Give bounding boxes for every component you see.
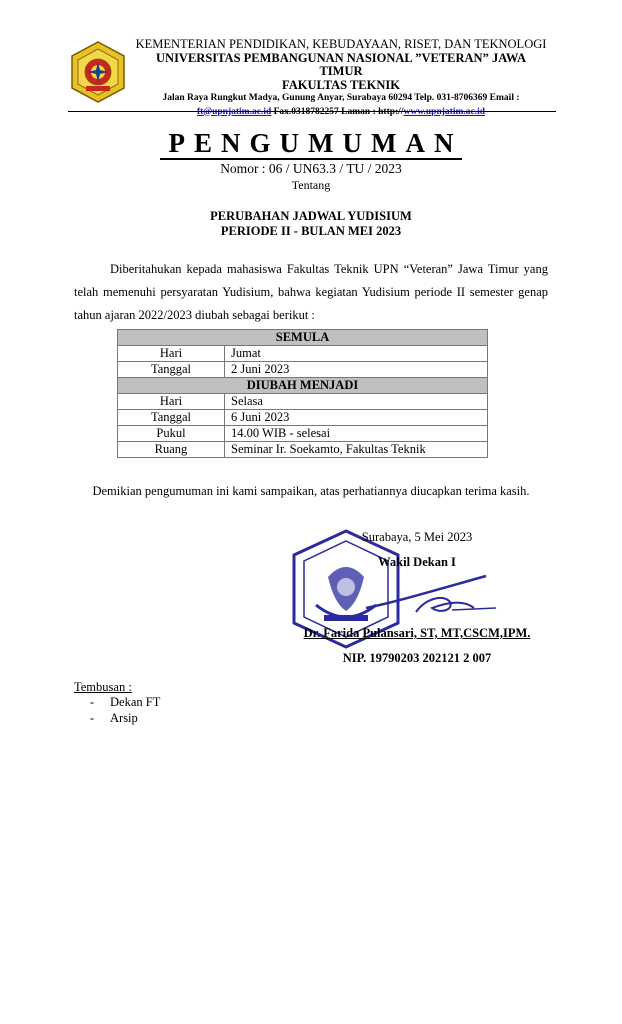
table-row [118,426,488,442]
row-value: 6 Juni 2023 [225,410,488,426]
original-header: SEMULA [118,330,488,346]
handwritten-signature [356,572,510,620]
website-link[interactable]: www.upnjatim.ac.id [403,106,486,117]
letterhead-divider [68,111,556,112]
row-label: Hari [118,394,225,410]
row-label: Tanggal [118,410,225,426]
subject-line-2: PERIODE II - BULAN MEI 2023 [220,224,402,238]
table-row [118,394,488,410]
subject-line-1: PERUBAHAN JADWAL YUDISIUM [210,209,412,223]
faculty-name: FAKULTAS TEKNIK [282,77,400,92]
row-value: Jumat [225,346,488,362]
copy-recipient: Arsip [110,711,138,725]
signer-role: Wakil Dekan I [378,555,456,569]
signer-name: Dr. Farida Pulansari, ST, MT,CSCM,IPM. [303,626,531,640]
closing-sentence: Demikian pengumuman ini kami sampaikan, atas perhatiannya diucapkan terima kasih. [92,484,530,498]
place-date: Surabaya, 5 Mei 2023 [361,530,473,544]
list-item: - Dekan FT [90,695,161,709]
row-value: 2 Juni 2023 [225,362,488,378]
schedule-table [117,329,488,458]
body-paragraph: Diberitahukan kepada mahasiswa Fakultas Teknik UPN “Veteran” Jawa Timur yang telah memenuhi persyaratan Yudisium, bahwa kegiatan Yudisium periode II semester genap tahun ajaran 2022/2023 diubah sebagai berikut : [74,262,548,322]
university-logo [66,40,130,104]
row-label: Hari [118,346,225,362]
contact-line [134,106,548,120]
copy-recipient: Dekan FT [110,695,161,709]
subject [0,209,622,239]
about-label: Tentang [291,178,331,192]
row-value: Seminar Ir. Soekamto, Fakultas Teknik [225,442,488,458]
document-title: PENGUMUMAN [0,128,622,159]
row-label: Ruang [118,442,225,458]
table-row [118,442,488,458]
university-name: UNIVERSITAS PEMBANGUNAN NASIONAL ”VETERAN” JAWA TIMUR [156,50,526,78]
signer-nip: NIP. 19790203 202121 2 007 [342,651,492,665]
table-row [118,362,488,378]
row-label: Pukul [118,426,225,442]
letterhead [134,38,548,119]
email-link[interactable]: ft@upnjatim.ac.id [196,106,272,117]
table-row [118,410,488,426]
row-label: Tanggal [118,362,225,378]
list-item: - Arsip [90,711,138,725]
table-row [118,346,488,362]
row-value: 14.00 WIB - selesai [225,426,488,442]
document-number: Nomor : 06 / UN63.3 / TU / 2023 [220,161,402,176]
copies-label: Tembusan : [74,680,132,694]
row-value: Selasa [225,394,488,410]
fax-web-label: Fax.0318782257 Laman : http:// [271,106,404,117]
address: Jalan Raya Rungkut Madya, Gunung Anyar, Surabaya 60294 Telp. 031-8706369 Email : [162,93,520,103]
changed-header: DIUBAH MENJADI [118,378,488,394]
ministry-name: KEMENTERIAN PENDIDIKAN, KEBUDAYAAN, RISET, DAN TEKNOLOGI [135,37,547,51]
